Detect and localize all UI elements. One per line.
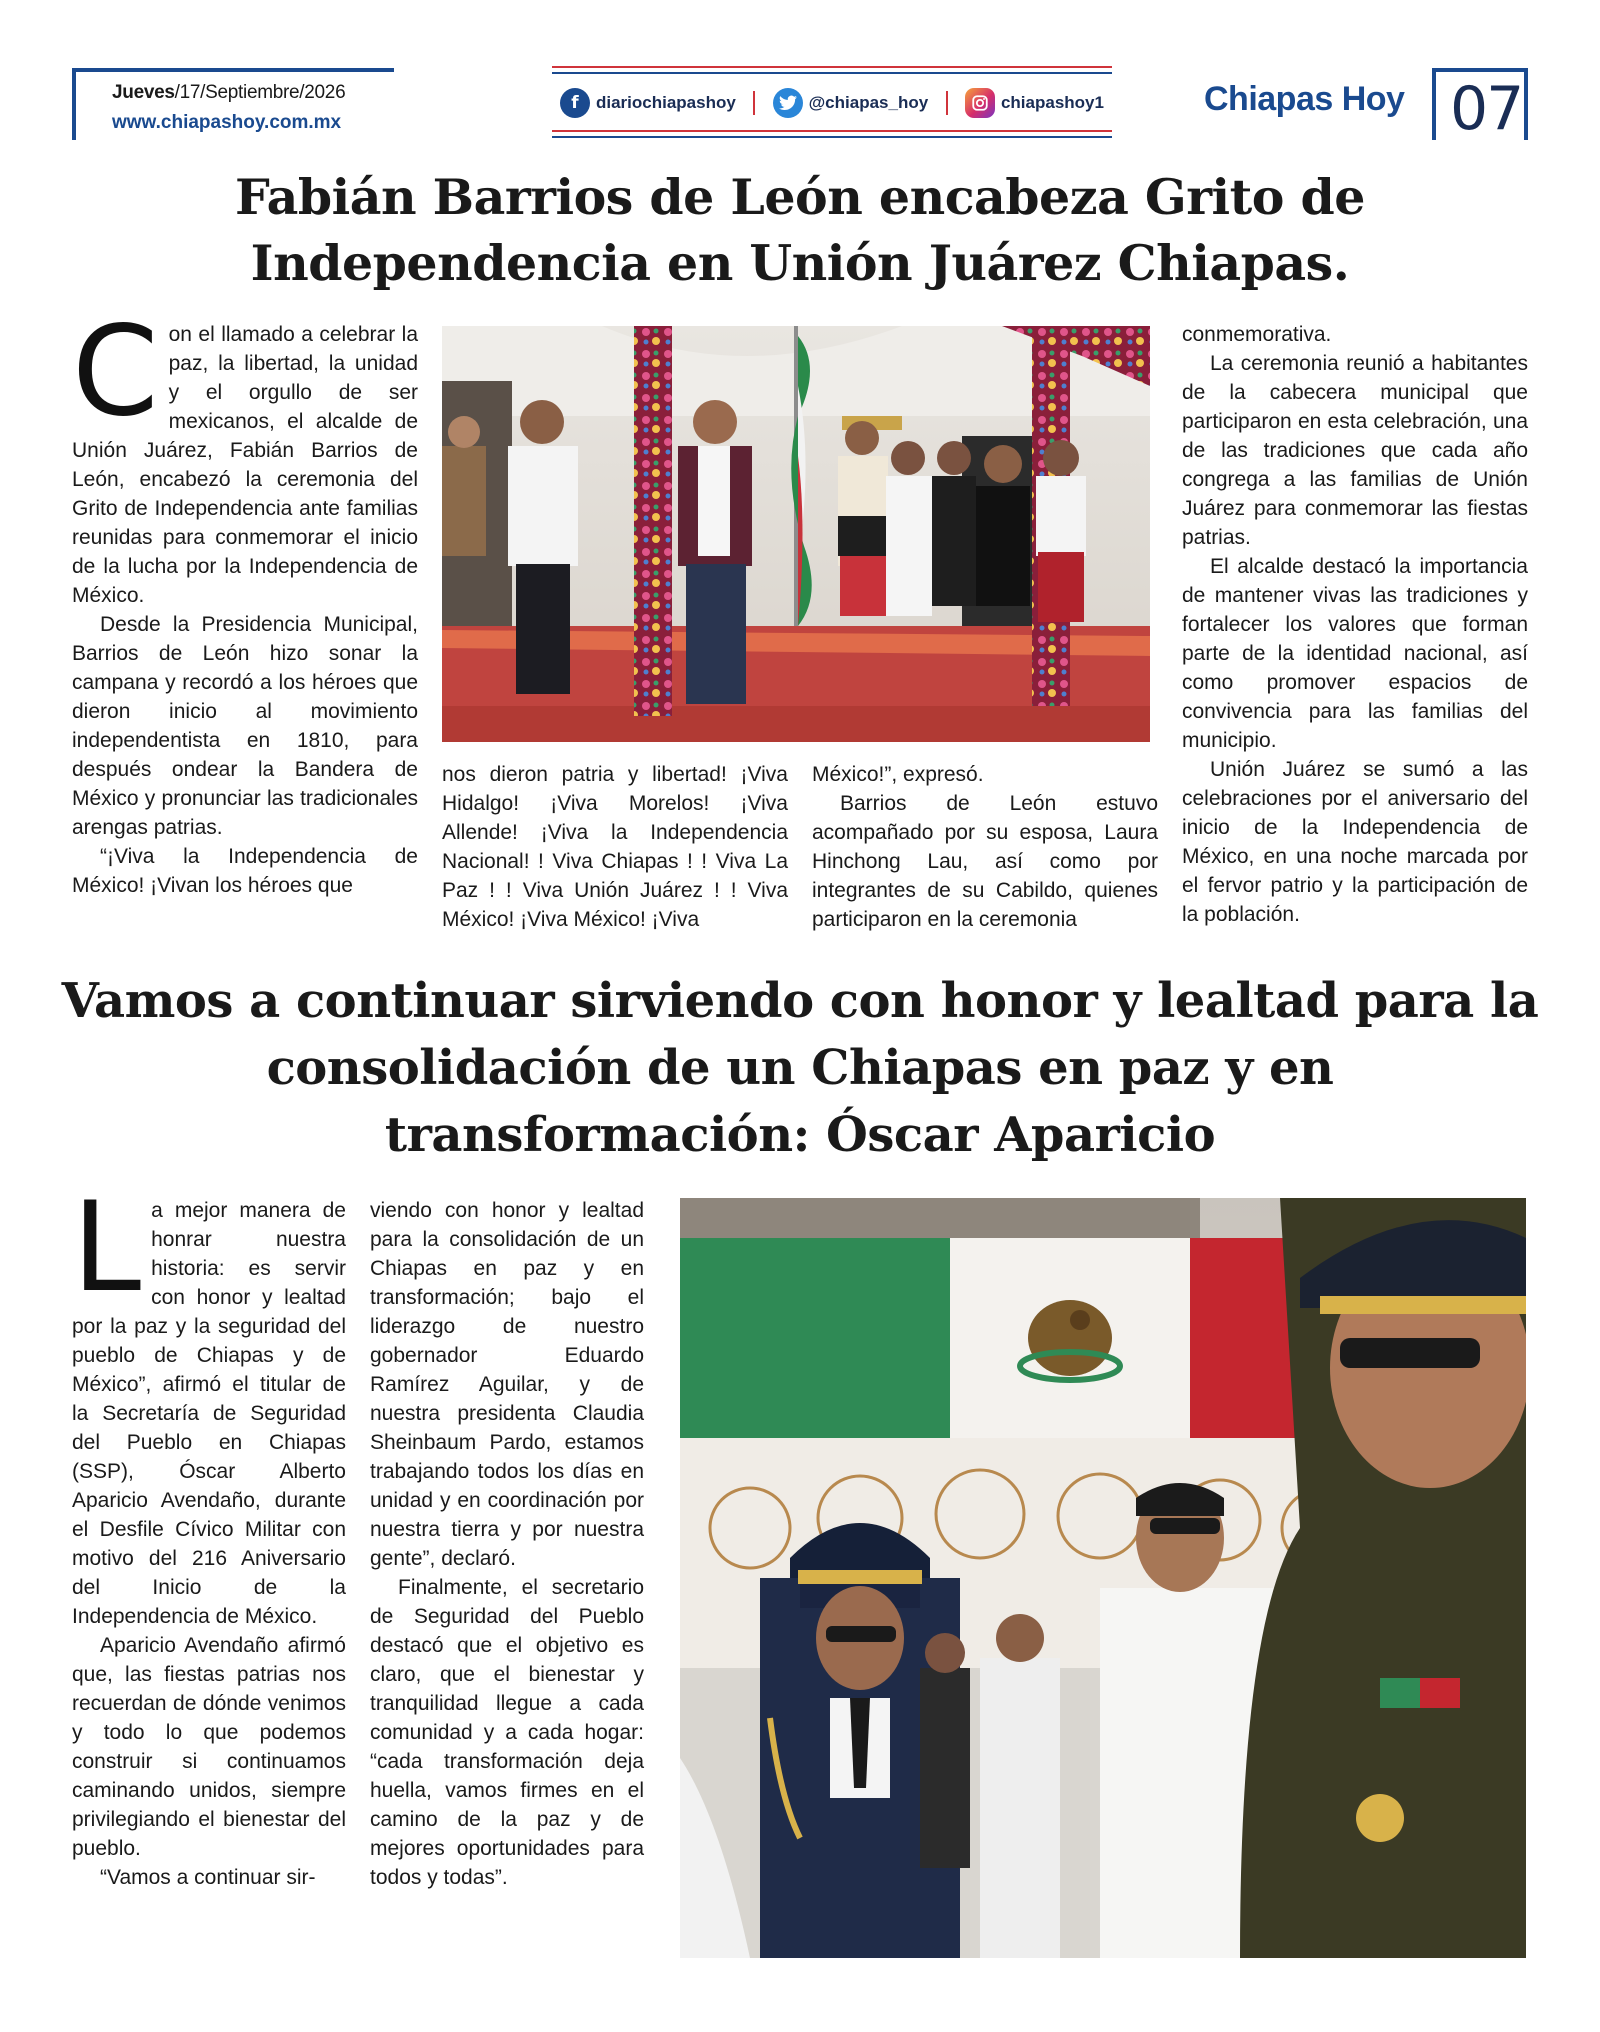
instagram-link[interactable]: chiapashoy1 bbox=[965, 88, 1104, 118]
instagram-icon bbox=[965, 88, 995, 118]
divider bbox=[946, 91, 948, 115]
drop-cap: L bbox=[72, 1176, 142, 1320]
article1-paragraph: nos dieron patria y libertad! ¡Viva Hidalgo! ¡Viva Morelos! ¡Viva Allende! ¡Viva la Independencia Nacional! ! Viva Chiapas ! ! Viva La Paz ! ! Viva Unión Juárez ! ! Viva México! ¡Viva México! ¡Viva bbox=[442, 763, 788, 931]
facebook-link[interactable]: f diariochiapashoy bbox=[560, 88, 736, 118]
twitter-link[interactable]: @chiapas_hoy bbox=[773, 88, 929, 118]
masthead-brand-block bbox=[1196, 68, 1528, 144]
article1-paragraph: Barrios de León estuvo acompañado por su esposa, Laura Hinchong Lau, así como por integrantes de su Cabildo, quienes participaron en la ceremonia bbox=[812, 792, 1158, 931]
page-number: 07 bbox=[1450, 74, 1523, 144]
article2-photo-parade bbox=[680, 1198, 1526, 1958]
facebook-icon: f bbox=[560, 88, 590, 118]
article1-headline: Fabián Barrios de León encabeza Grito de Independencia en Unión Juárez Chiapas. bbox=[235, 168, 1365, 292]
article1-paragraph: “¡Viva la Independencia de México! ¡Vivan los héroes que bbox=[72, 845, 418, 897]
article2-column-2 bbox=[370, 1196, 644, 1892]
article1-paragraph: El alcalde destacó la importancia de mantener vivas las tradiciones y fortalecer los valores que forman parte de la identidad nacional, así como promover espacios de convivencia para las familias del municipio. bbox=[1182, 555, 1528, 752]
article1-paragraph: Con el llamado a celebrar la paz, la libertad, la unidad y el orgullo de ser mexicanos, el alcalde de Unión Juárez, Fabián Barrios de León, encabezó la ceremonia del Grito de Independencia ante familias reunidas para conmemorar el inicio de la lucha por la Independencia de México. bbox=[72, 300, 418, 607]
article1-paragraph: conmemorativa. bbox=[1182, 323, 1332, 346]
article2-paragraph: La mejor manera de honrar nuestra historia: es servir con honor y lealtad por la paz y la seguridad del pueblo de Chiapas y de México”, afirmó el titular de la Secretaría de Seguridad del Pueblo en Chiapas (SSP), Óscar Alberto Aparicio Avendaño, durante el Desfile Cívico Militar con motivo del 216 Aniversario del Inicio de la Independencia de México. bbox=[72, 1176, 346, 1628]
divider bbox=[753, 91, 755, 115]
social-bar bbox=[552, 66, 1112, 138]
twitter-bird-icon bbox=[773, 88, 803, 118]
article2-column-1 bbox=[72, 1176, 346, 1892]
article1-column-1 bbox=[72, 300, 418, 900]
site-url[interactable]: www.chiapashoy.com.mx bbox=[112, 112, 342, 133]
article2-paragraph: viendo con honor y lealtad para la consolidación de un Chiapas en paz y en transformación; bajo el liderazgo de nuestro gobernador Eduardo Ramírez Aguilar, y de nuestra presidenta Claudia Sheinbaum Pardo, estamos trabajando todos los días en unidad y en coordinación por nuestra tierra y por nuestra gente”, declaró. bbox=[370, 1199, 644, 1570]
brand-name: Chiapas Hoy bbox=[1204, 80, 1405, 118]
article2-headline: Vamos a continuar sirviendo con honor y lealtad para la consolidación de un Chiapas en paz y en transformación: Óscar Aparicio bbox=[61, 973, 1539, 1163]
issue-date: Jueves/17/Septiembre/2026 bbox=[112, 82, 346, 103]
article1-column-4 bbox=[1182, 320, 1528, 929]
article2-paragraph: “Vamos a continuar sir- bbox=[100, 1866, 316, 1889]
article1-column-2 bbox=[442, 760, 788, 934]
page-number-box bbox=[1432, 68, 1528, 144]
drop-cap: C bbox=[72, 300, 159, 444]
article1-paragraph: México!”, expresó. bbox=[812, 763, 984, 786]
masthead-date-block bbox=[72, 68, 394, 140]
article1-paragraph: Desde la Presidencia Municipal, Barrios de León hizo sonar la campana y recordó a los héroes que dieron inicio al movimiento independentista en 1810, para después ondear la Bandera de México y pronunciar las tradicionales arengas patrias. bbox=[72, 613, 418, 839]
article1-photo-ceremony bbox=[442, 326, 1150, 742]
article2-paragraph: Aparicio Avendaño afirmó que, las fiestas patrias nos recuerdan de dónde venimos y todo lo que podemos construir si continuamos caminando unidos, siempre privilegiando el bienestar del pueblo. bbox=[72, 1634, 346, 1860]
article1-paragraph: La ceremonia reunió a habitantes de la cabecera municipal que participaron en esta celebración, una de las tradiciones que cada año congrega a las familias de Unión Juárez para conmemorar las fiestas patrias. bbox=[1182, 352, 1528, 549]
article1-paragraph: Unión Juárez se sumó a las celebraciones por el aniversario del inicio de la Independencia de México, en una noche marcada por el fervor patrio y la participación de la población. bbox=[1182, 758, 1528, 926]
article2-paragraph: Finalmente, el secretario de Seguridad del Pueblo destacó que el objetivo es claro, que el bienestar y tranquilidad llegue a cada comunidad y a cada hogar: “cada transformación deja huella, vamos firmes en el camino de la paz y de mejores oportunidades para todos y todas”. bbox=[370, 1576, 644, 1889]
article1-column-3 bbox=[812, 760, 1158, 934]
